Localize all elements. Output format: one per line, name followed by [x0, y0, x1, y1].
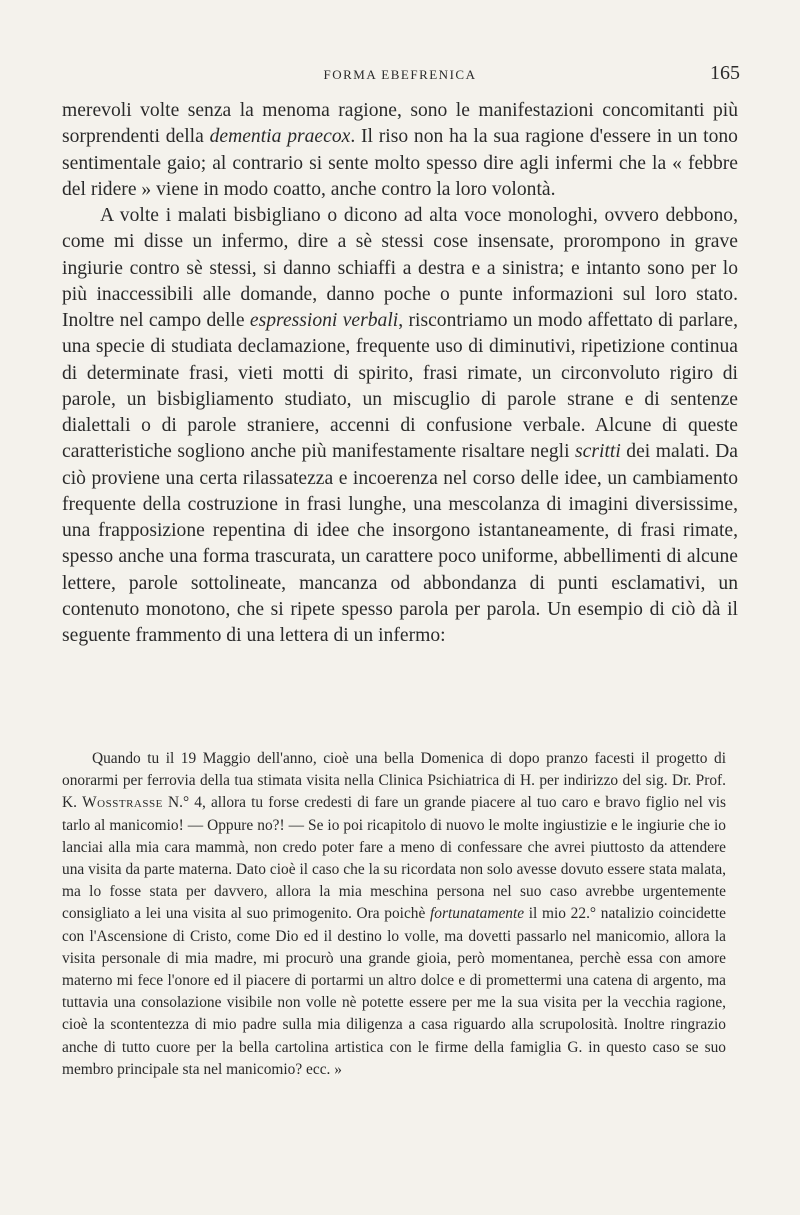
letter-paragraph	[62, 748, 726, 1081]
paragraph-2-text-c: dei malati. Da ciò proviene una certa rilassatezza e incoerenza nel corso delle idee, un cambiamento frequente della costruzione in frasi lunghe, una mescolanza di imagini diversissime, una frapposizione repentina di idee che insorgono istantaneamente, di frasi rimate, spesso anche una forma trascurata, un carattere poco uniforme, abbellimenti di alcune lettere, parole sottolineate, mancanza od abbondanza di punti esclamativi, un contenuto monotono, che si ripete spesso parola per parola. Un esempio di ciò dà il seguente frammento di una lettera di un infermo:	[62, 441, 738, 646]
running-title: FORMA EBEFRENICA	[323, 67, 477, 82]
term-dementia-praecox: dementia praecox	[209, 126, 351, 148]
page-number: 165	[710, 62, 740, 84]
letter-text-b: N.° 4, allora tu forse credesti di fare un grande piacere al tuo caro e bravo figlio nel vis tarlo al manicomio! — Oppure no?! — Se io poi ricapitolo di nuovo le molte ingiustizie e le ingiurie che io lanciai alla mia cara mammà, non credo poter fare a meno di confessare che avrei piuttosto da attendere una visita da parte materna. Dato cioè il caso che la su ricordata non solo avesse dovuto essere stata malata, ma lo fosse stata per davvero, allora la mia meschina persona nel suo caso avrebbe urgentemente consigliato a lei una visita al suo primogenito. Ora poichè	[62, 794, 727, 923]
letter-text-a: Quando tu il 19 Maggio dell'anno, cioè una bella Domenica di dopo pranzo facesti il progetto di onorarmi per ferrovia della tua stimata visita nella Clinica Psichiatrica di H. per indirizzo del sig. Dr. Prof. K.	[62, 750, 726, 812]
term-scritti: scritti	[575, 441, 621, 463]
main-text	[62, 98, 738, 649]
paragraph-2-text-b: , riscontriamo un modo affettato di parlare, una specie di studiata declamazione, frequente uso di diminutivi, ripetizione continua di determinate frasi, vieti motti di spirito, frasi rimate, un circonvoluto rigiro di parole, un bisbigliamento studiato, un miscuglio di parole strane e di sentenze dialettali o di parole straniere, accenni di confusione verbale. Alcune di queste caratteristiche sogliono anche più manifestamente risaltare negli	[62, 310, 738, 463]
running-head	[60, 62, 740, 86]
paragraph-2	[62, 203, 738, 649]
paragraph-2-text-a: A volte i malati bisbigliano o dicono ad alta voce monologhi, ovvero debbono, come mi disse un infermo, dire a sè stessi cose insensate, prorompono in grave ingiurie contro sè stessi, si danno schiaffi a destra e a sinistra; e intanto sono per lo più inaccessibili alle domande, danno poche o punte informazioni sul loro stato. Inoltre nel campo delle	[62, 205, 738, 331]
term-espressioni-verbali: espressioni verbali	[249, 310, 399, 331]
paragraph-1	[62, 98, 738, 203]
letter-term-fortunatamente: fortunatamente	[430, 905, 525, 923]
letter-street-name: Wosstrasse	[82, 794, 163, 812]
paragraph-1-text-a: merevoli volte senza la menoma ragione, sono le manifestazioni concomitanti più sorprendenti della	[62, 100, 738, 148]
letter-excerpt	[62, 748, 726, 1081]
letter-text-c: il mio 22.° natalizio coincidette con l'Ascensione di Cristo, come Dio ed il destino lo volle, ma dovetti passarlo nel manicomio, allora la visita personale di mia madre, mi procurò una grande gioia, però momentanea, perchè essa con amore materno mi fece l'onore ed il piacere di portarmi un altro dolce e di promettermi una catena di argento, ma tuttavia una consolazione visibile non volle nè potette essere per me la sua visita per la vecchia ragione, cioè la scontentezza di mio padre sulla mia diligenza a casa riguardo alla scrupolosità. Inoltre ringrazio anche di tutto cuore per la bella cartolina artistica con le firme della famiglia G. in questo caso se suo membro principale sta nel manicomio? ecc. »	[62, 905, 726, 1078]
paragraph-1-text-b: . Il riso non ha la sua ragione d'essere in un tono sentimentale gaio; al contrario si sente molto spesso dire agli infermi che la « febbre del ridere » viene in modo coatto, anche contro la loro volontà.	[62, 126, 738, 200]
